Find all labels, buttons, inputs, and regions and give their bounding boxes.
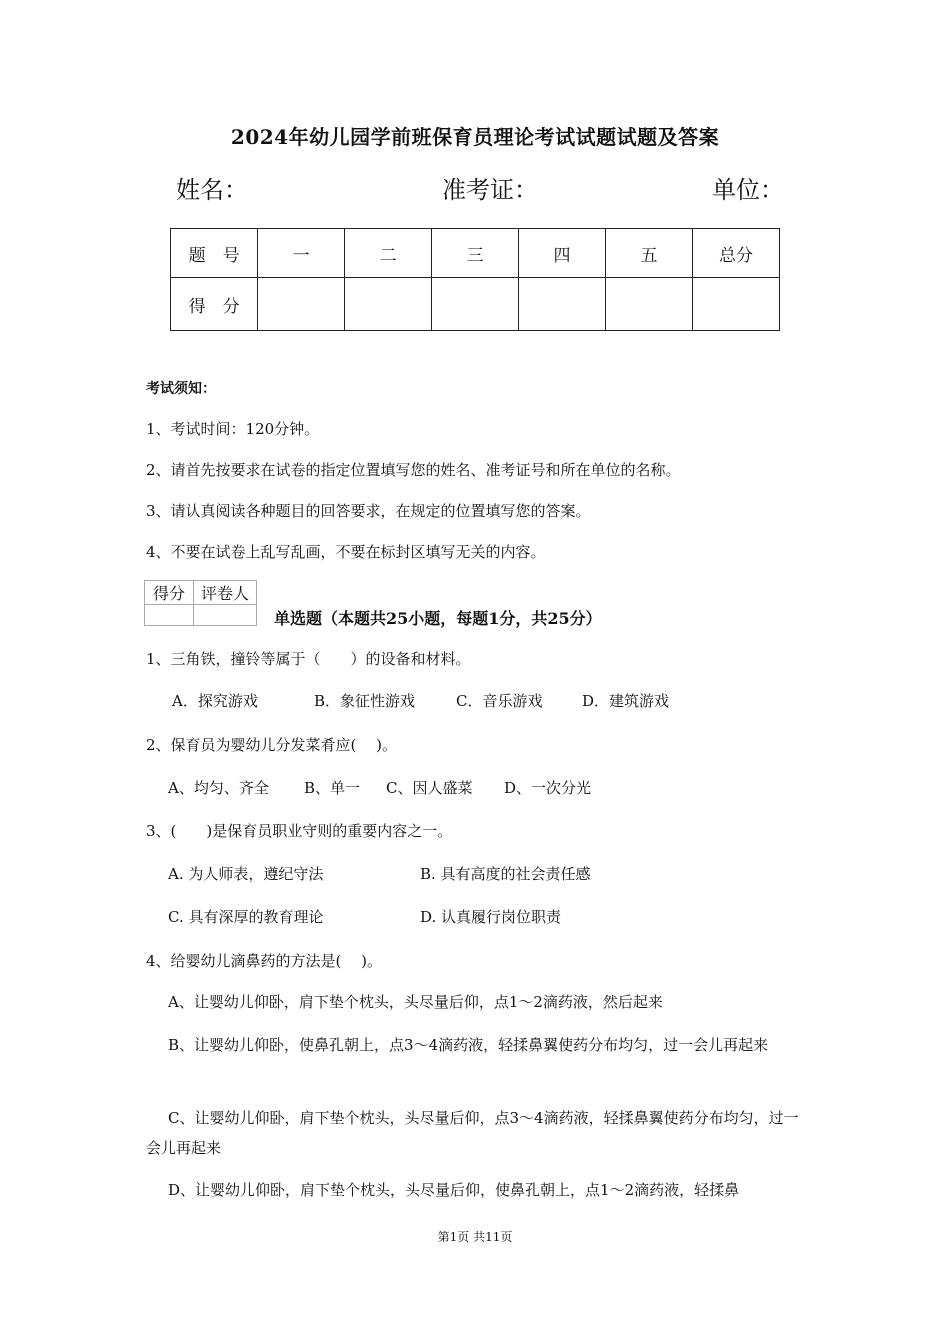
- question-stem: 3、( )是保育员职业守则的重要内容之一。: [146, 822, 453, 840]
- question-option: C. 具有深厚的教育理论: [168, 908, 324, 926]
- notice-item: 3、请认真阅读各种题目的回答要求，在规定的位置填写您的答案。: [146, 502, 591, 520]
- question-option: C、让婴幼儿仰卧，肩下垫个枕头，头尽量后仰，点3～4滴药液，轻揉鼻翼使药分布均匀，过一会儿再起来: [146, 1109, 799, 1157]
- score-table-cell: 题 号: [171, 229, 258, 278]
- page-title: 2024年幼儿园学前班保育员理论考试试题试题及答案: [230, 125, 720, 149]
- grader-name-label: 评卷人: [194, 581, 257, 605]
- score-table-cell: 二: [345, 229, 432, 278]
- question-option: B. 具有高度的社会责任感: [420, 865, 591, 883]
- question-option: D、一次分光: [504, 779, 592, 797]
- grader-name-cell: [194, 605, 257, 626]
- page-footer: 第1页 共11页: [437, 1230, 513, 1244]
- score-row-label: 得 分: [171, 278, 258, 331]
- score-cell-empty: [258, 278, 345, 331]
- question-option: D. 认真履行岗位职责: [420, 908, 562, 926]
- question-stem: 2、保育员为婴幼儿分发菜肴应( )。: [146, 736, 398, 754]
- notice-item: 2、请首先按要求在试卷的指定位置填写您的姓名、准考证号和所在单位的名称。: [146, 461, 681, 479]
- score-table-cell: 总分: [692, 229, 779, 278]
- question-option: C、因人盛菜: [386, 779, 473, 797]
- question-option: B．象征性游戏: [314, 692, 416, 710]
- question-option: C．音乐游戏: [456, 692, 543, 710]
- question-option: B、单一: [304, 779, 361, 797]
- name-label: 姓名：: [176, 176, 248, 204]
- score-table-cell: 四: [519, 229, 606, 278]
- score-cell-empty: [432, 278, 519, 331]
- score-cell-empty: [692, 278, 779, 331]
- question-option: A、均匀、齐全: [168, 779, 269, 797]
- section-title: 单选题（本题共25小题，每题1分，共25分）: [274, 609, 602, 628]
- question-option: D、让婴幼儿仰卧，肩下垫个枕头，头尽量后仰，使鼻孔朝上，点1～2滴药液，轻揉鼻: [168, 1181, 740, 1199]
- score-table-cell: 五: [606, 229, 693, 278]
- score-cell-empty: [345, 278, 432, 331]
- score-cell-empty: [519, 278, 606, 331]
- score-cell-empty: [606, 278, 693, 331]
- question-option: A．探究游戏: [172, 692, 258, 710]
- exam-number-label: 准考证：: [442, 176, 538, 204]
- grader-score-cell: [145, 605, 194, 626]
- notice-item: 4、不要在试卷上乱写乱画，不要在标封区填写无关的内容。: [146, 543, 546, 561]
- score-table-cell: 三: [432, 229, 519, 278]
- question-stem: 1、三角铁，撞铃等属于（ ）的设备和材料。: [146, 650, 471, 668]
- notice-heading: 考试须知：: [146, 381, 216, 397]
- score-table-cell: 一: [258, 229, 345, 278]
- question-stem: 4、给婴幼儿滴鼻药的方法是( )。: [146, 952, 383, 970]
- question-option: A. 为人师表，遵纪守法: [168, 865, 324, 883]
- score-table-score-row: [171, 278, 780, 331]
- unit-label: 单位：: [712, 176, 784, 204]
- notice-item: 1、考试时间：120分钟。: [146, 420, 320, 438]
- question-option: A、让婴幼儿仰卧，肩下垫个枕头，头尽量后仰，点1～2滴药液，然后起来: [168, 993, 663, 1011]
- score-table-header-row: [171, 229, 780, 278]
- question-option: D．建筑游戏: [582, 692, 670, 710]
- grader-score-label: 得分: [145, 581, 194, 605]
- question-option: B、让婴幼儿仰卧，使鼻孔朝上，点3～4滴药液，轻揉鼻翼使药分布均匀，过一会儿再起来: [168, 1036, 769, 1054]
- grader-box: [144, 580, 257, 626]
- score-table: [170, 228, 780, 331]
